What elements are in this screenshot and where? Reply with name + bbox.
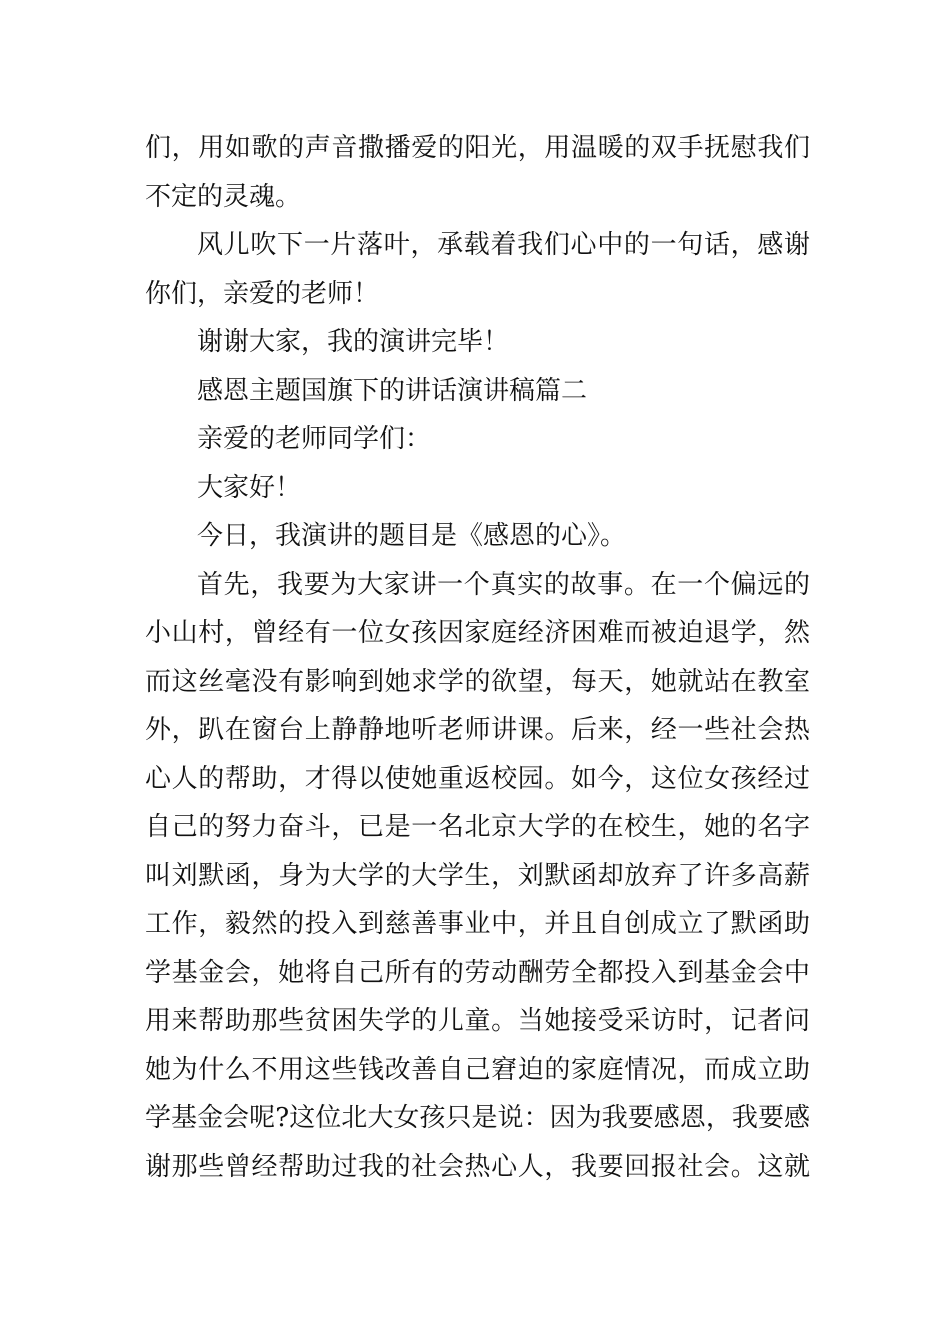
text-line: 今日，我演讲的题目是《感恩的心》。 (197, 521, 627, 551)
text-line: 们，用如歌的声音撒播爱的阳光，用温暖的双手抚慰我们 (145, 133, 810, 163)
text-line: 自己的努力奋斗，已是一名北京大学的在校生，她的名字 (145, 812, 810, 842)
text-line: 工作，毅然的投入到慈善事业中，并且自创成立了默函助 (145, 909, 810, 939)
text-line: 学基金会，她将自己所有的劳动酬劳全都投入到基金会中 (145, 957, 810, 988)
text-line: 不定的灵魂。 (145, 181, 302, 212)
text-line: 学基金会呢?这位北大女孩只是说：因为我要感恩，我要感 (145, 1103, 810, 1133)
text-line: 外，趴在窗台上静静地听老师讲课。后来，经一些社会热 (145, 715, 810, 745)
section-heading: 感恩主题国旗下的讲话演讲稿篇二 (197, 375, 588, 406)
text-line: 你们，亲爱的老师！ (145, 278, 380, 309)
text-line: 而这丝毫没有影响到她求学的欲望，每天，她就站在教室 (145, 666, 810, 697)
text-line: 小山村，曾经有一位女孩因家庭经济困难而被迫退学，然 (145, 618, 810, 648)
text-line: 叫刘默函，身为大学的大学生，刘默函却放弃了许多高薪 (145, 860, 810, 891)
text-line: 心人的帮助，才得以使她重返校园。如今，这位女孩经过 (145, 763, 810, 794)
text-line: 首先，我要为大家讲一个真实的故事。在一个偏远的 (197, 569, 810, 600)
text-line: 用来帮助那些贫困失学的儿童。当她接受采访时，记者问 (145, 1006, 810, 1036)
text-line: 风儿吹下一片落叶，承载着我们心中的一句话，感谢 (197, 230, 810, 260)
body-text (145, 124, 810, 1191)
text-line: 谢那些曾经帮助过我的社会热心人，我要回报社会。这就 (145, 1151, 810, 1182)
text-line: 亲爱的老师同学们： (197, 424, 432, 454)
text-line: 大家好！ (197, 472, 302, 503)
text-line: 谢谢大家，我的演讲完毕！ (197, 327, 510, 357)
text-line: 她为什么不用这些钱改善自己窘迫的家庭情况，而成立助 (145, 1054, 810, 1085)
